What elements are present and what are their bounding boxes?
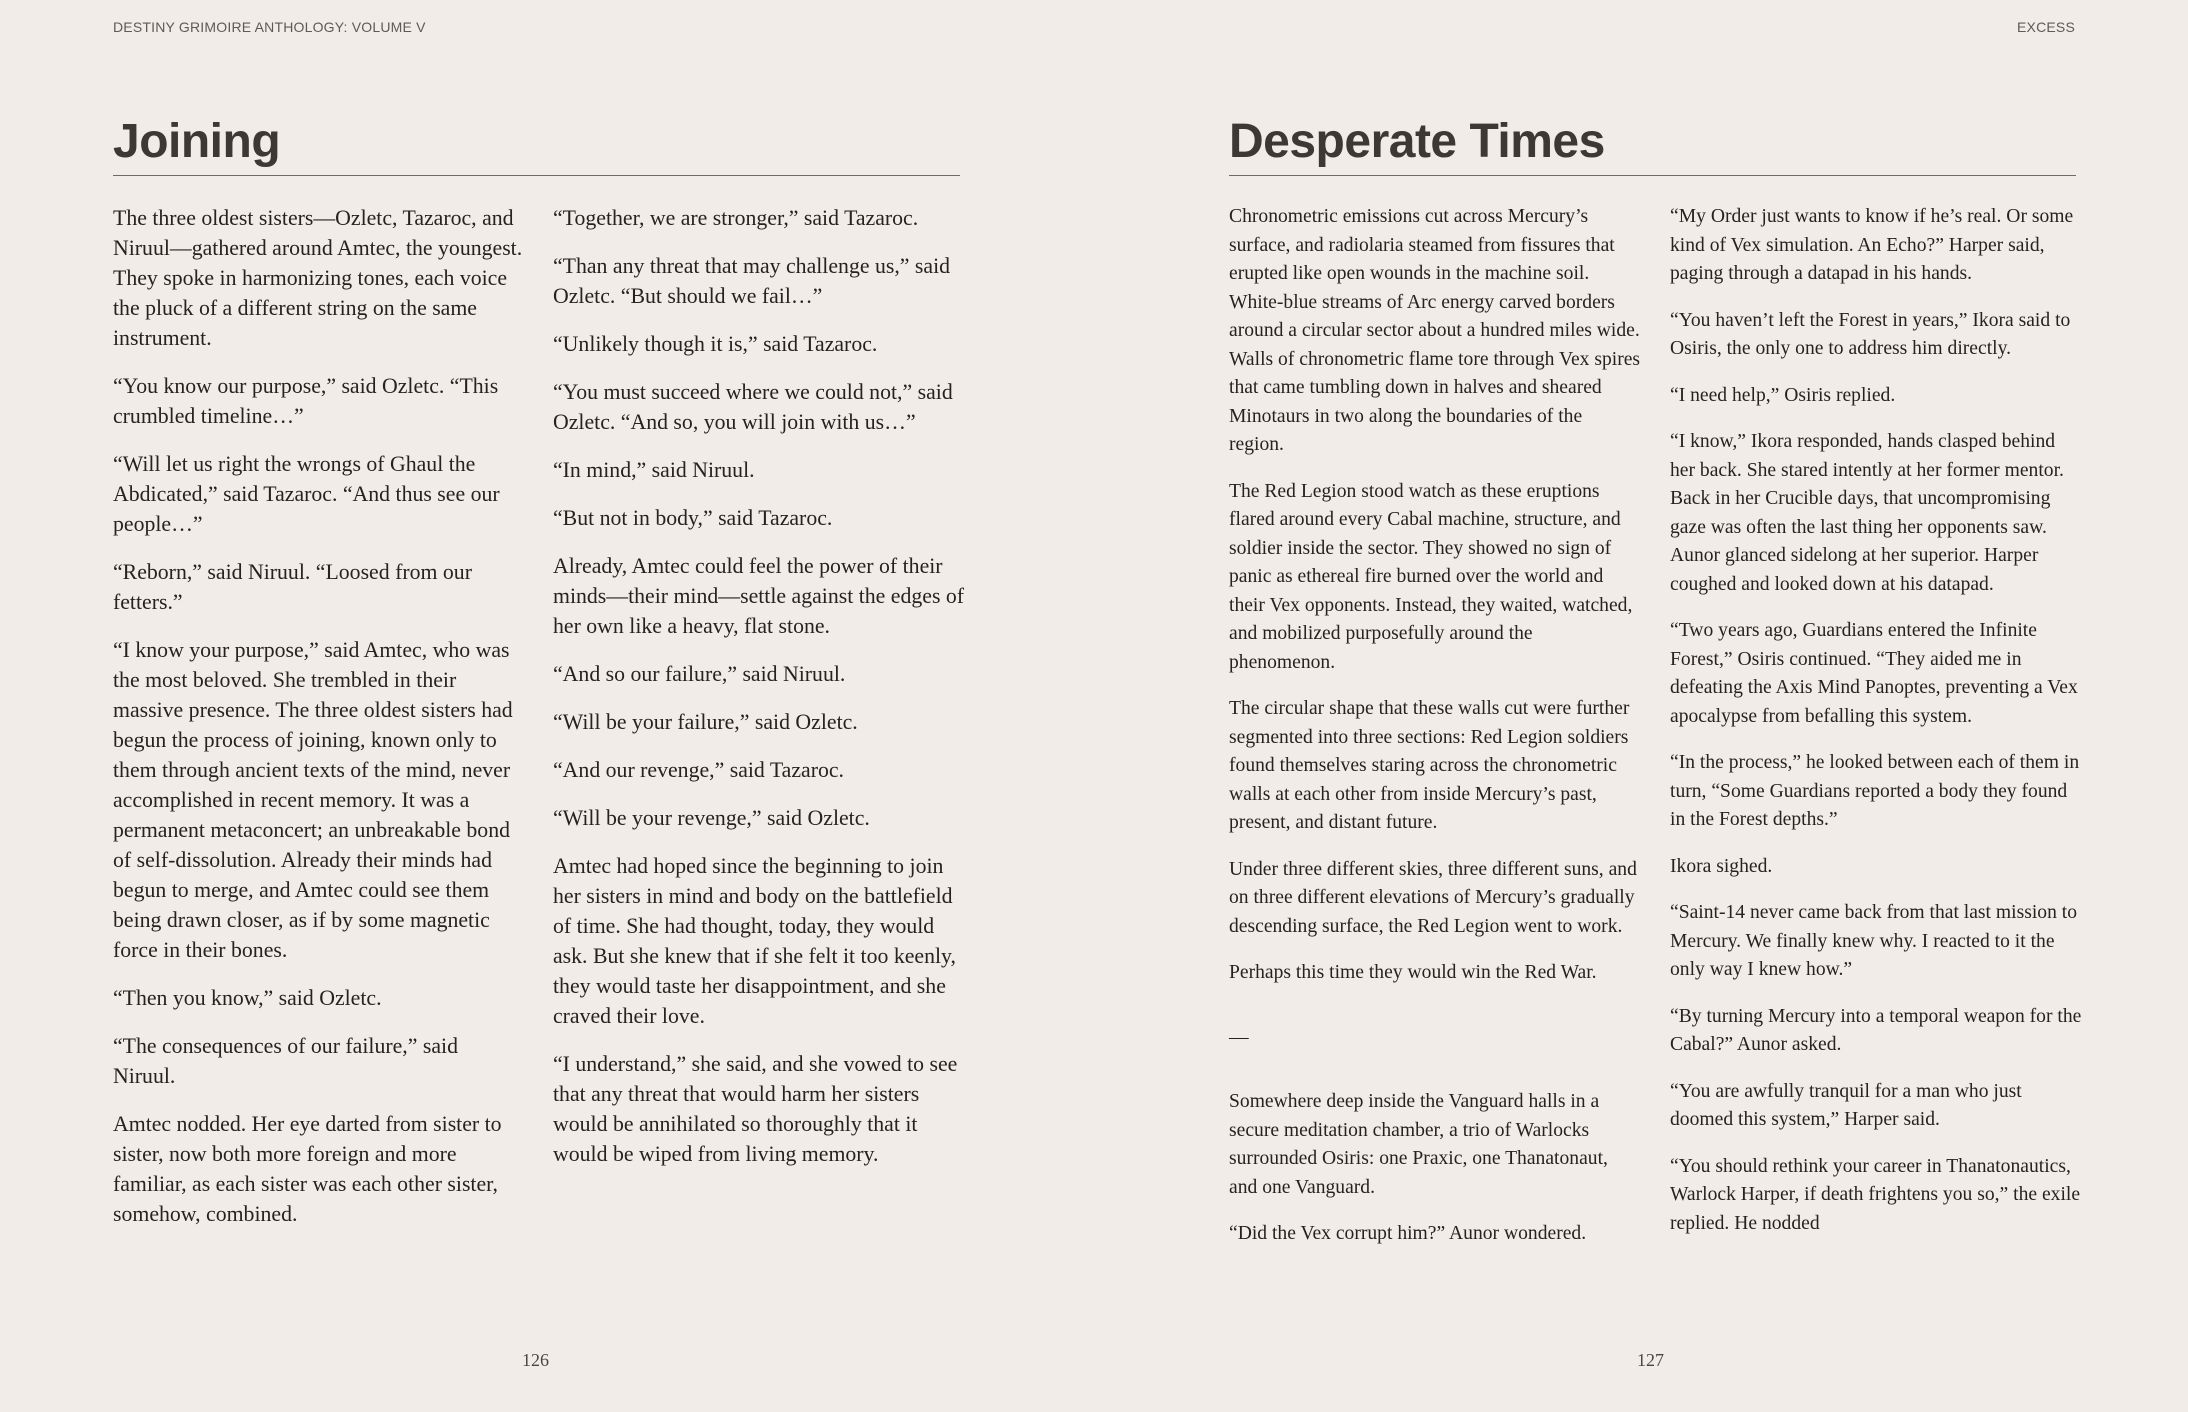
paragraph: “Than any threat that may challenge us,” said Ozletc. “But should we fail…” (553, 254, 951, 308)
paragraph: “Will be your revenge,” said Ozletc. (553, 806, 870, 830)
paragraph: “You haven’t left the Forest in years,” Ikora said to Osiris, the only one to address him directly. (1670, 309, 2071, 359)
paragraph: “Will let us right the wrongs of Ghaul the Abdicated,” said Tazaroc. “And thus see our people…” (113, 452, 500, 536)
left-page-column-1 (113, 203, 525, 1247)
paragraph: “Saint-14 never came back from that last mission to Mercury. We finally knew why. I reacted to it the only way I knew how.” (1670, 902, 2078, 980)
paragraph: “And our revenge,” said Tazaroc. (553, 758, 844, 782)
paragraph: “And so our failure,” said Niruul. (553, 662, 846, 686)
paragraph: “I need help,” Osiris replied. (1670, 384, 1896, 406)
paragraph: “Reborn,” said Niruul. “Loosed from our fetters.” (113, 560, 472, 614)
running-header-right: EXCESS (2017, 19, 2075, 35)
paragraph: Amtec had hoped since the beginning to join her sisters in mind and body on the battlefield of time. She had thought, today, they would ask. But she knew that if she felt it too keenly, they would taste her disappointment, and she craved their love. (553, 854, 956, 1028)
paragraph: “Unlikely though it is,” said Tazaroc. (553, 332, 878, 356)
paragraph: “I know your purpose,” said Amtec, who was the most beloved. She trembled in their massive presence. The three oldest sisters had begun the process of joining, known only to them through ancient texts of the mind, never accomplished in recent memory. It was a permanent metaconcert; an unbreakable bond of self-dissolution. Already their minds had begun to merge, and Amtec could see them being drawn closer, as if by some magnetic force in their bones. (113, 638, 513, 962)
paragraph: Chronometric emissions cut across Mercury’s surface, and radiolaria steamed from fissures that erupted like open wounds in the machine soil. White-blue streams of Arc energy carved borders around a circular sector about a hundred miles wide. Walls of chronometric flame tore through Vex spires that came tumbling down in halves and sheared Minotaurs in two along the boundaries of the region. (1229, 206, 1641, 455)
right-page-column-1 (1229, 203, 1641, 1267)
paragraph: “In the process,” he looked between each of them in turn, “Some Guardians reported a body they found in the Forest depths.” (1670, 752, 2080, 830)
paragraph: The three oldest sisters—Ozletc, Tazaroc, and Niruul—gathered around Amtec, the youngest. They spoke in harmonizing tones, each voice the pluck of a different string on the same instrument. (113, 206, 523, 350)
paragraph: “You are awfully tranquil for a man who just doomed this system,” Harper said. (1670, 1080, 2022, 1130)
paragraph: “Did the Vex corrupt him?” Aunor wondered. (1229, 1223, 1587, 1244)
paragraph: “Then you know,” said Ozletc. (113, 986, 382, 1010)
title-rule (113, 175, 960, 176)
page-number-left: 126 (522, 1350, 549, 1370)
paragraph: “My Order just wants to know if he’s real. Or some kind of Vex simulation. An Echo?” Harper said, paging through a datapad in his hands. (1670, 206, 2074, 284)
paragraph: “I understand,” she said, and she vowed to see that any threat that would harm her sisters would be annihilated so thoroughly that it would be wiped from living memory. (553, 1052, 958, 1166)
paragraph: Somewhere deep inside the Vanguard halls in a secure meditation chamber, a trio of Warlocks surrounded Osiris: one Praxic, one Thanatonaut, and one Vanguard. (1229, 1091, 1608, 1198)
paragraph: “Two years ago, Guardians entered the Infinite Forest,” Osiris continued. “They aided me in defeating the Axis Mind Panoptes, preventing a Vex apocalypse from befalling this system. (1670, 620, 2078, 727)
paragraph: Perhaps this time they would win the Red War. (1229, 962, 1597, 983)
page-number-right: 127 (1637, 1350, 1664, 1370)
paragraph: Amtec nodded. Her eye darted from sister to sister, now both more foreign and more familiar, as each sister was each other sister, somehow, combined. (113, 1112, 502, 1226)
paragraph: Ikora sighed. (1670, 855, 1773, 877)
paragraph: “You know our purpose,” said Ozletc. “This crumbled timeline…” (113, 374, 499, 428)
paragraph: The Red Legion stood watch as these eruptions flared around every Cabal machine, structure, and soldier inside the sector. They showed no sign of panic as ethereal fire burned over the world and their Vex opponents. Instead, they waited, watched, and mobilized purposefully around the phenomenon. (1229, 480, 1633, 673)
chapter-title-desperate-times: Desperate Times (1229, 115, 1605, 168)
paragraph: “You must succeed where we could not,” said Ozletc. “And so, you will join with us…” (553, 380, 953, 434)
paragraph: “The consequences of our failure,” said Niruul. (113, 1034, 458, 1088)
paragraph: “Together, we are stronger,” said Tazaroc. (553, 206, 919, 230)
paragraph: Under three different skies, three different suns, and on three different elevations of Mercury’s gradually descending surface, the Red Legion went to work. (1229, 858, 1637, 937)
paragraph: Already, Amtec could feel the power of their minds—their mind—settle against the edges of her own like a heavy, flat stone. (553, 554, 965, 638)
right-page (1094, 0, 2188, 1412)
paragraph: “In mind,” said Niruul. (553, 458, 755, 482)
title-rule (1229, 175, 2076, 176)
paragraph: “But not in body,” said Tazaroc. (553, 506, 833, 530)
left-page-column-2 (553, 203, 965, 1187)
paragraph: “By turning Mercury into a temporal weapon for the Cabal?” Aunor asked. (1670, 1005, 2082, 1055)
paragraph: “I know,” Ikora responded, hands clasped behind her back. She stared intently at her former mentor. Back in her Crucible days, that uncompromising gaze was often the last thing her opponents saw. Aunor glanced sidelong at her superior. Harper coughed and looked down at his datapad. (1670, 431, 2064, 595)
paragraph: “Will be your failure,” said Ozletc. (553, 710, 858, 734)
running-header-left: DESTINY GRIMOIRE ANTHOLOGY: VOLUME V (113, 19, 426, 35)
section-separator: — (1229, 1026, 1249, 1048)
paragraph: “You should rethink your career in Thanatonautics, Warlock Harper, if death frightens you so,” the exile replied. He nodded (1670, 1155, 2081, 1234)
right-page-column-2 (1670, 203, 2082, 1256)
paragraph: The circular shape that these walls cut were further segmented into three sections: Red Legion soldiers found themselves staring across the chronometric walls at each other from inside Mercury’s past, present, and distant future. (1229, 698, 1630, 833)
chapter-title-joining: Joining (113, 115, 281, 168)
